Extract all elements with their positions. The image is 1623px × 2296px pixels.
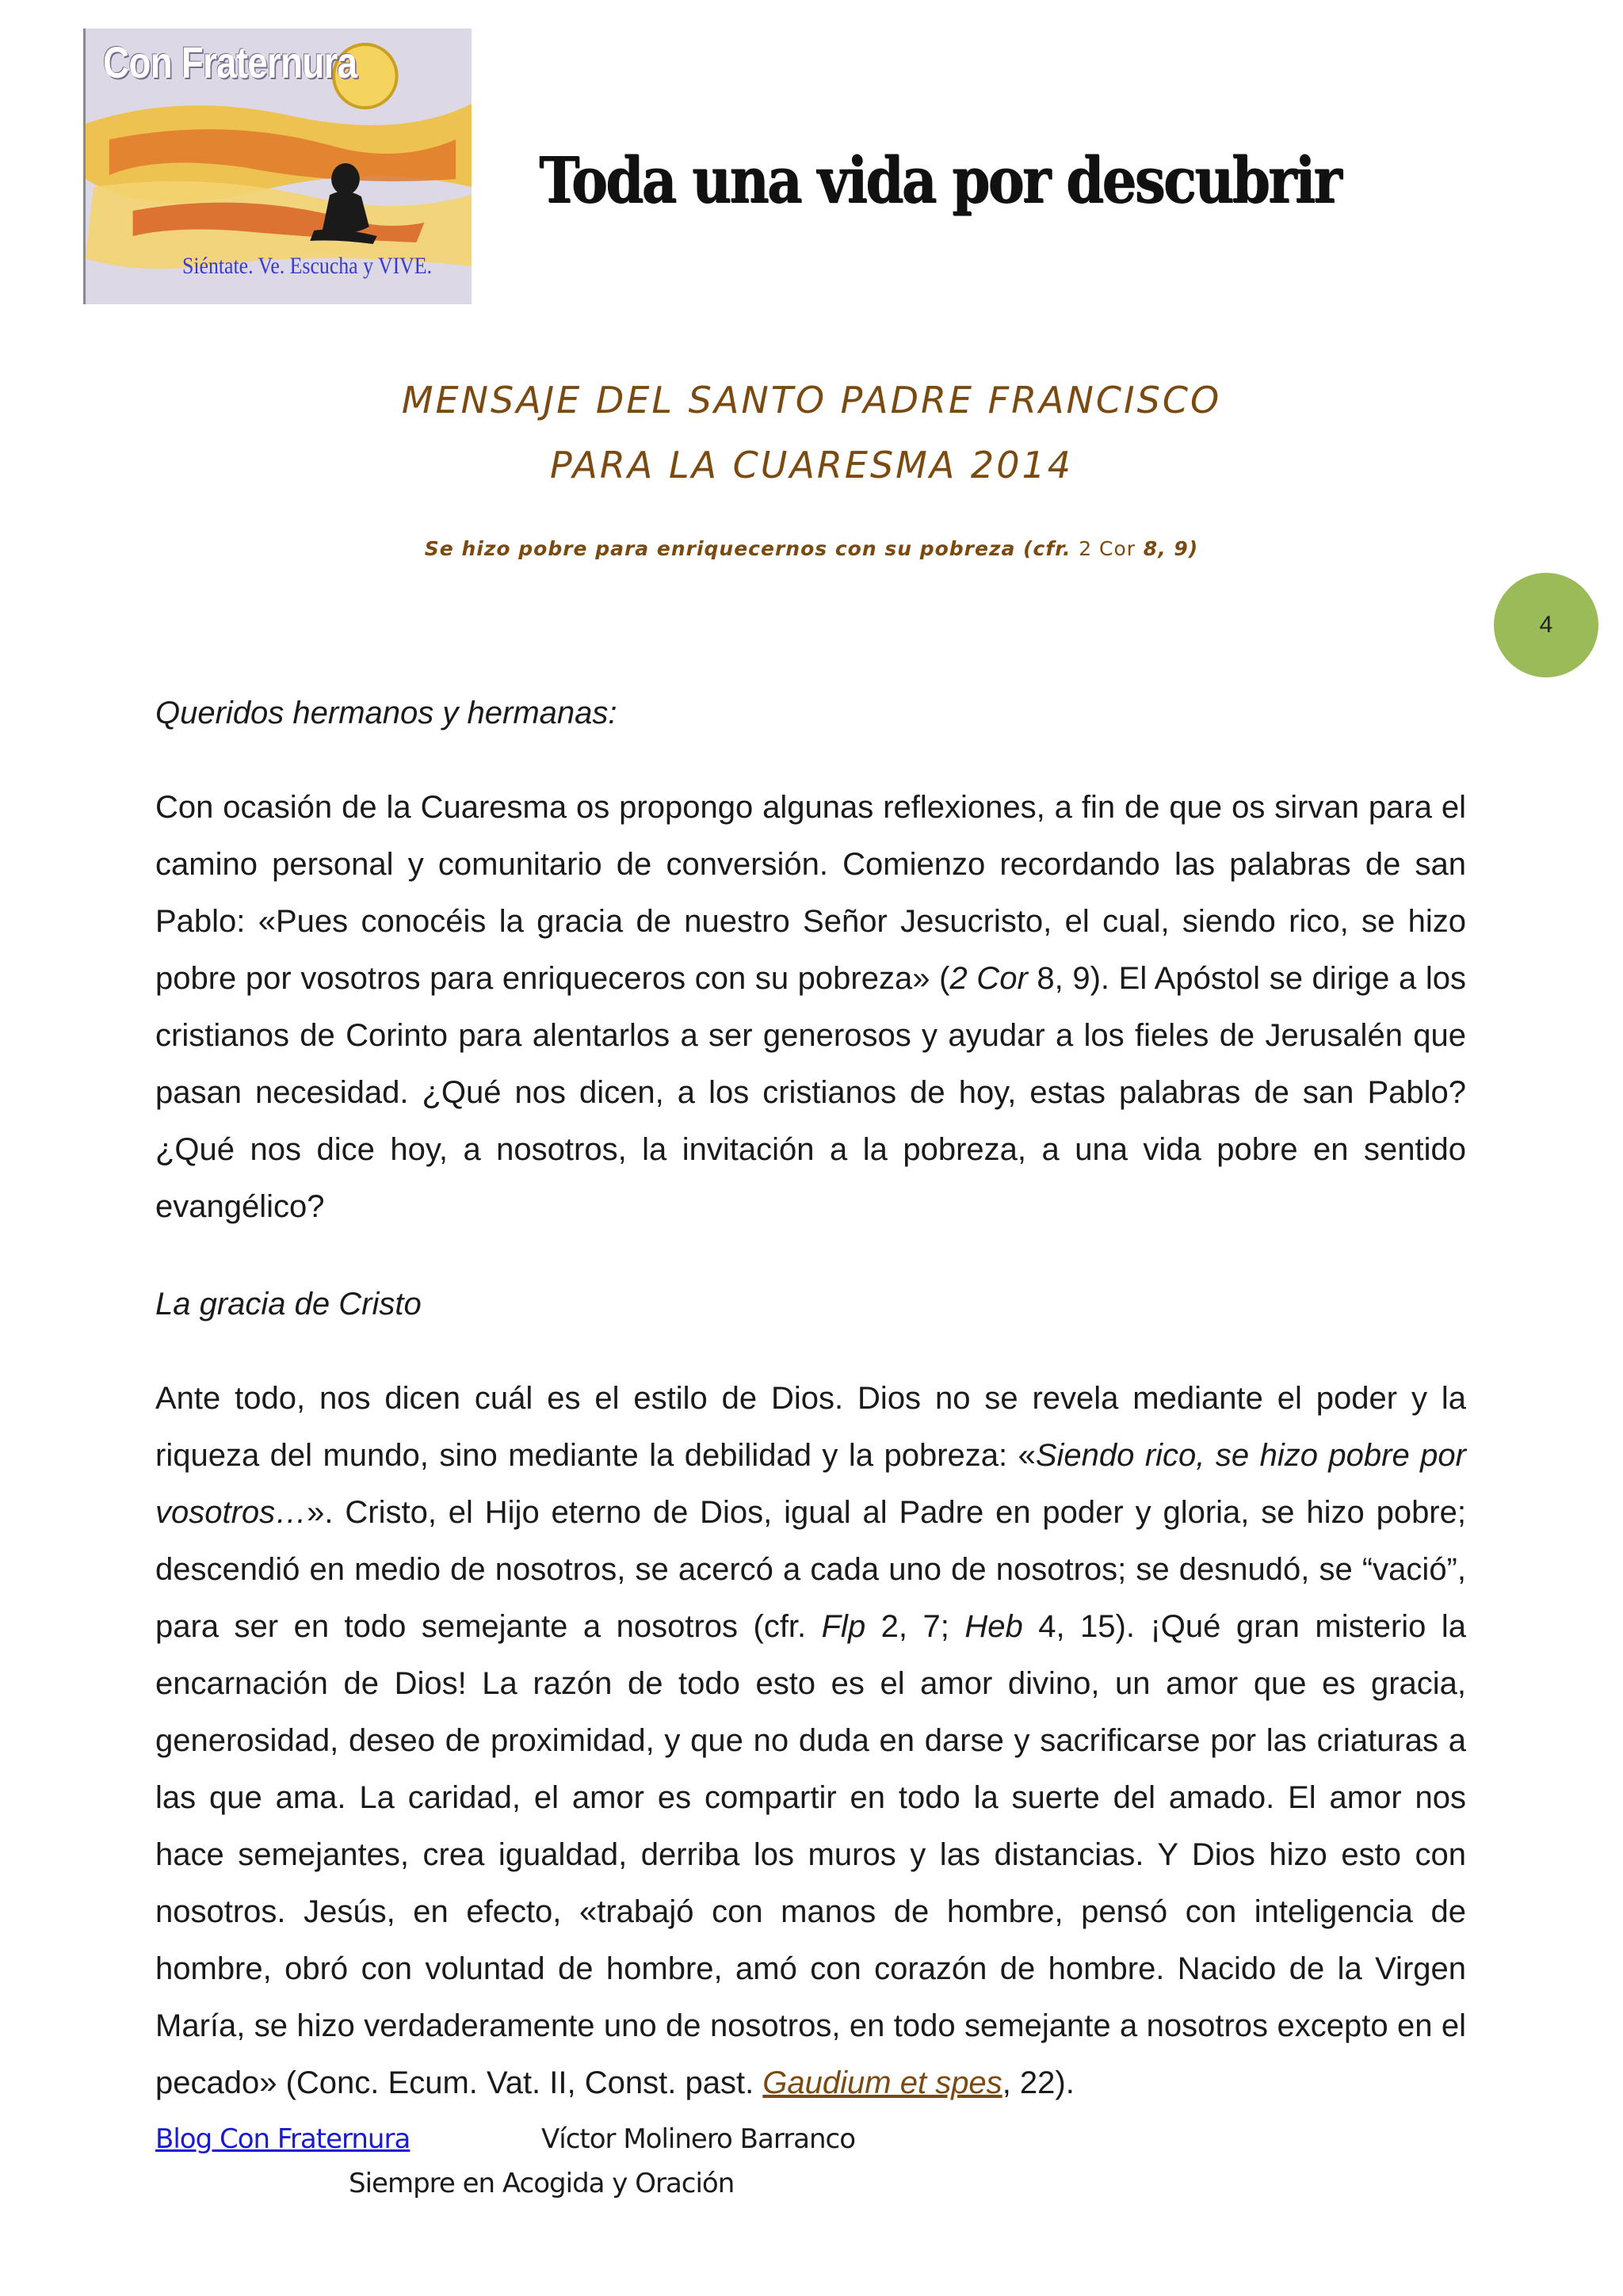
logo-motto: Siéntate. Ve. Escucha y VIVE. bbox=[182, 253, 433, 279]
paragraph-2 bbox=[155, 1370, 1466, 2111]
headline-line-2: PARA LA CUARESMA 2014 bbox=[549, 444, 1073, 486]
paragraph-2-text-e: , 22). bbox=[1002, 2065, 1075, 2100]
paragraph-2-text-d: 4, 15). ¡Qué gran misterio la encarnación de Dios! La razón de todo esto es el amor divino, un amor que es gracia, generosidad, deseo de proximidad, y que no duda en darse y sacrificarse por las criaturas a las que ama. La caridad, el amor es compartir en todo la suerte del amado. El amor nos hace semejantes, crea igualdad, derriba los muros y las distancias. Y Dios hizo esto con nosotros. Jesús, en efecto, «trabajó con manos de hombre, pensó con inteligencia de hombre, obró con voluntad de hombre, amó con corazón de hombre. Nacido de la Virgen María, se hizo verdaderamente uno de nosotros, en todo semejante a nosotros excepto en el pecado» (Conc. Ecum. Vat. II, Const. past. bbox=[155, 1609, 1466, 2100]
paragraph-1-text-b: 8, 9). El Apóstol se dirige a los cristianos de Corinto para alentarlos a ser generosos y ayudar a los fieles de Jerusalén que pasan necesidad. ¿Qué nos dicen, a los cristianos de hoy, estas palabras de san Pablo? ¿Qué nos dice hoy, a nosotros, la invitación a la pobreza, a una vida pobre en sentido evangélico? bbox=[155, 961, 1467, 1224]
section-heading: La gracia de Cristo bbox=[155, 1287, 422, 1322]
logo-title: Con Fraternura bbox=[103, 37, 357, 87]
page-number: 4 bbox=[1539, 612, 1553, 638]
paragraph-2-text-a: Ante todo, nos dicen cuál es el estilo de Dios. Dios no se revela mediante el poder y la riqueza del mundo, sino mediante la debilidad y la pobreza: « bbox=[155, 1381, 1466, 1473]
subtitle-end: 8, 9) bbox=[1143, 537, 1199, 560]
site-title: Toda una vida por descubrir bbox=[539, 143, 1340, 217]
subtitle-ref: 2 Cor bbox=[1079, 537, 1136, 560]
gaudium-et-spes-link[interactable]: Gaudium et spes bbox=[762, 2065, 1002, 2100]
footer-motto: Siempre en Acogida y Oración bbox=[349, 2168, 735, 2199]
paragraph-1 bbox=[155, 779, 1466, 1235]
paragraph-1-text-a: Con ocasión de la Cuaresma os propongo algunas reflexiones, a fin de que os sirvan para el camino personal y comunitario de conversión. Comienzo recordando las palabras de san Pablo: «Pues conocéis la gracia de nuestro Señor Jesucristo, el cual, siendo rico, se hizo pobre por vosotros para enriqueceros con su pobreza» ( bbox=[155, 790, 1466, 996]
paragraph-2-text-c: 2, 7; bbox=[865, 1609, 965, 1644]
paragraph-2-text-b: ». Cristo, el Hijo eterno de Dios, igual al Padre en poder y gloria, se hizo pobre; descendió en medio de nosotros, se acercó a cada uno de nosotros; se desnudó, se “vació”, para ser en todo semejante a nosotros (cfr. bbox=[155, 1495, 1466, 1644]
footer-author: Víctor Molinero Barranco bbox=[541, 2123, 856, 2155]
paragraph-1-ref: 2 Cor bbox=[949, 961, 1028, 996]
page-number-badge bbox=[1494, 573, 1598, 677]
subtitle-text: Se hizo pobre para enriquecernos con su pobreza (cfr. bbox=[424, 537, 1071, 560]
subtitle bbox=[0, 537, 1623, 560]
headline-line-1: MENSAJE DEL SANTO PADRE FRANCISCO bbox=[401, 379, 1222, 421]
logo bbox=[83, 29, 472, 304]
paragraph-2-quote: Siendo rico, se hizo pobre por vosotros… bbox=[155, 1438, 1466, 1530]
paragraph-2-ref-heb: Heb bbox=[964, 1609, 1023, 1644]
paragraph-2-ref-flp: Flp bbox=[821, 1609, 866, 1644]
greeting: Queridos hermanos y hermanas: bbox=[155, 696, 617, 730]
footer-blog-link[interactable]: Blog Con Fraternura bbox=[155, 2123, 411, 2155]
